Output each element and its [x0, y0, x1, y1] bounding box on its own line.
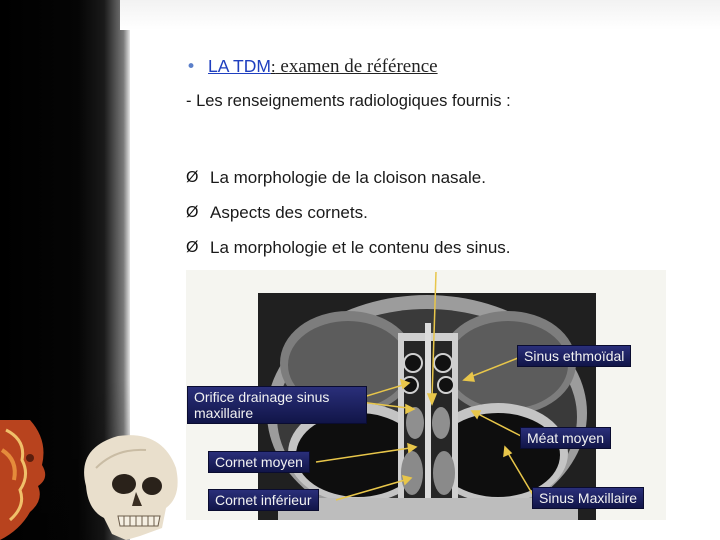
headline-bullet: • — [186, 57, 197, 77]
arrow-bullet-icon: Ø — [186, 203, 199, 221]
headline-colon: : — [270, 57, 276, 76]
label-sinus-ethmoidal: Sinus ethmoïdal — [518, 346, 630, 366]
label-cornet-moyen: Cornet moyen — [209, 452, 309, 472]
label-meat-moyen: Méat moyen — [521, 428, 610, 448]
subline: - Les renseignements radiologiques fournis : — [186, 92, 511, 110]
list-item-text: La morphologie et le contenu des sinus. — [210, 237, 511, 257]
arrow-bullet-icon: Ø — [186, 238, 199, 256]
label-orifice-drainage: Orifice drainage sinus maxillaire — [188, 387, 366, 423]
headline-rest: examen de référence — [275, 56, 438, 77]
list-item-text: La morphologie de la cloison nasale. — [210, 167, 486, 187]
headline-tdm: LA TDM — [208, 56, 271, 76]
list-item-text: Aspects des cornets. — [210, 202, 368, 222]
label-sinus-maxillaire: Sinus Maxillaire — [533, 488, 643, 508]
arrow-bullet-icon: Ø — [186, 168, 199, 186]
label-cornet-inferieur: Cornet inférieur — [209, 490, 318, 510]
